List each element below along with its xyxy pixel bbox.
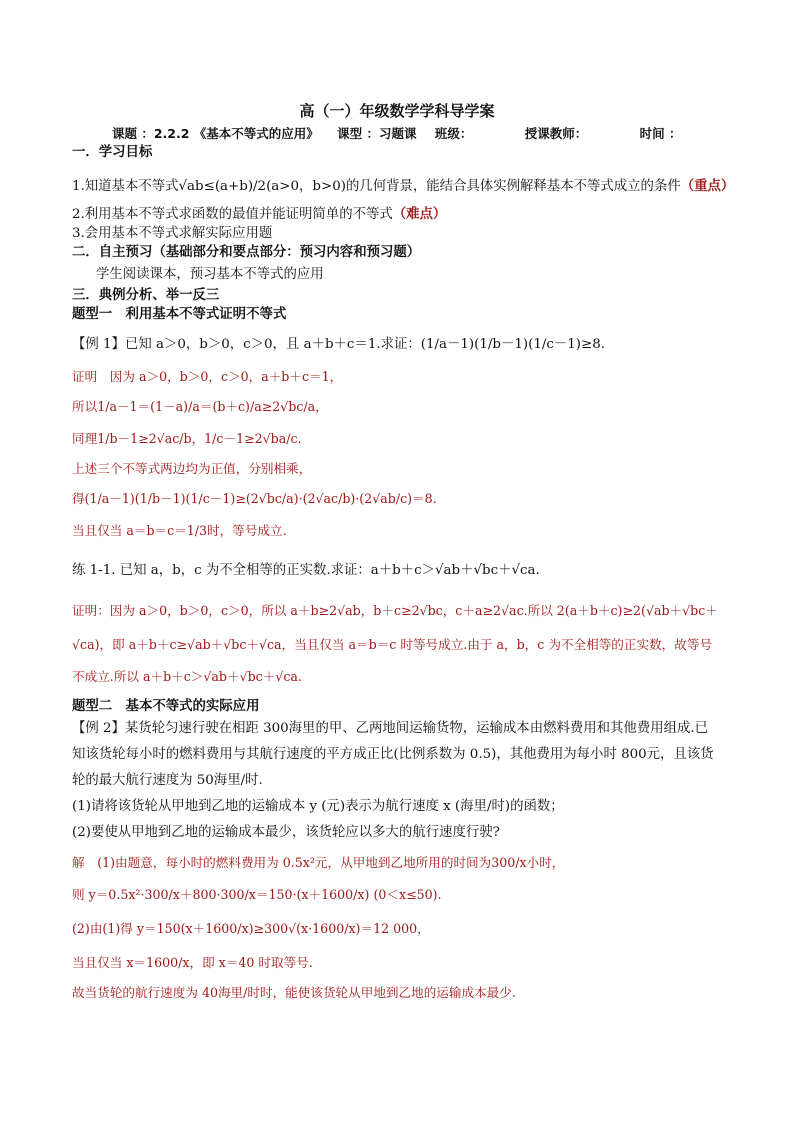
proof1-line-1: 证明 因为 a＞0，b＞0，c＞0，a＋b＋c＝1， bbox=[72, 369, 343, 384]
solution2-line-5: 故当货轮的航行速度为 40海里/时时，能使该货轮从甲地到乙地的运输成本最少. bbox=[72, 985, 516, 1000]
solution2-line-2: 则 y＝0.5x²·300/x＋800·300/x＝150·(x＋1600/x) (0＜x≤50). bbox=[72, 887, 442, 902]
solution2-line-4: 当且仅当 x＝1600/x，即 x＝40 时取等号. bbox=[72, 955, 313, 970]
section-heading-goals: 一．学习目标 bbox=[72, 145, 153, 160]
proof1-line-6: 当且仅当 a＝b＝c＝1/3时，等号成立. bbox=[72, 523, 287, 538]
practice-text: 练 1-1. 已知 a，b，c 为不全相等的正实数.求证：a＋b＋c＞√ab＋√bc＋√ca. bbox=[72, 563, 540, 578]
meta-teacher: 授课教师： bbox=[524, 126, 588, 141]
type1-heading: 题型一 利用基本不等式证明不等式 bbox=[72, 307, 287, 322]
goal-item-1 bbox=[72, 178, 734, 196]
practice-proof-line-1: 证明：因为 a＞0，b＞0，c＞0，所以 a＋b≥2√ab，b＋c≥2√bc，c＋a≥2√ac.所以 2(a＋b＋c)≥2(√ab＋√bc＋ bbox=[72, 603, 718, 618]
meta-class: 班级： bbox=[434, 126, 473, 141]
example1-statement: 【例 1】已知 a＞0，b＞0，c＞0，且 a＋b＋c＝1.求证：(1/a－1)(1/b－1)(1/c－1)≥8. bbox=[72, 337, 605, 352]
section-heading-examples: 三．典例分析、举一反三 bbox=[72, 288, 220, 303]
meta-type: 课型 ：习题课 bbox=[337, 126, 417, 141]
goal-tag-1: （重点） bbox=[680, 179, 735, 194]
goal-item-3: 3.会用基本不等式求解实际应用题 bbox=[72, 226, 273, 241]
preview-body: 学生阅读课本，预习基本不等式的应用 bbox=[96, 267, 324, 282]
meta-time: 时间 ： bbox=[639, 126, 682, 141]
practice-statement bbox=[72, 562, 540, 580]
lesson-meta bbox=[112, 124, 695, 142]
proof1-line-5: 得(1/a－1)(1/b－1)(1/c－1)≥(2√bc/a)·(2√ac/b)·(2√ab/c)＝8. bbox=[72, 491, 437, 506]
example2-line-4: (1)请将该货轮从甲地到乙地的运输成本 y (元)表示为航行速度 x (海里/时)的函数； bbox=[72, 799, 564, 814]
goal-item-2 bbox=[72, 206, 446, 224]
page-title: 高（一）年级数学学科导学案 bbox=[299, 102, 495, 120]
example2-line-1: 【例 2】某货轮匀速行驶在相距 300海里的甲、乙两地间运输货物，运输成本由燃料费用和其他费用组成.已 bbox=[72, 721, 709, 736]
type2-heading: 题型二 基本不等式的实际应用 bbox=[72, 699, 260, 714]
example2-line-2: 知该货轮每小时的燃料费用与其航行速度的平方成正比(比例系数为 0.5)，其他费用为每小时 800元，且该货 bbox=[72, 747, 714, 762]
goal-text-2: 2.利用基本不等式求函数的最值并能证明简单的不等式 bbox=[72, 207, 393, 222]
proof1-line-2: 所以1/a－1＝(1－a)/a＝(b＋c)/a≥2√bc/a， bbox=[72, 399, 328, 414]
solution2-line-1: 解 (1)由题意，每小时的燃料费用为 0.5x²元，从甲地到乙地所用的时间为300/x小时， bbox=[72, 855, 565, 870]
example2-line-5: (2)要使从甲地到乙地的运输成本最少，该货轮应以多大的航行速度行驶? bbox=[72, 825, 500, 840]
proof1-line-4: 上述三个不等式两边均为正值，分别相乘， bbox=[72, 461, 312, 476]
solution2-line-3: (2)由(1)得 y＝150(x＋1600/x)≥300√(x·1600/x)＝12 000， bbox=[72, 921, 430, 936]
example2-line-3: 轮的最大航行速度为 50海里/时. bbox=[72, 773, 263, 788]
section-heading-preview: 二．自主预习（基础部分和要点部分：预习内容和预习题） bbox=[72, 245, 421, 260]
goal-tag-2: （难点） bbox=[392, 207, 447, 222]
goal-text-1: 1.知道基本不等式√ab≤(a+b)/2(a>0，b>0)的几何背景，能结合具体实例解释基本不等式成立的条件 bbox=[72, 179, 681, 194]
practice-proof-line-2: √ca)，即 a＋b＋c≥√ab＋√bc＋√ca，当且仅当 a＝b＝c 时等号成立.由于 a，b，c 为不全相等的正实数，故等号 bbox=[72, 637, 713, 652]
practice-proof-line-3: 不成立.所以 a＋b＋c＞√ab＋√bc＋√ca. bbox=[72, 669, 302, 684]
proof1-line-3: 同理1/b－1≥2√ac/b，1/c－1≥2√ba/c. bbox=[72, 431, 302, 446]
meta-topic: 课题 ：2.2.2 《基本不等式的应用》 bbox=[112, 126, 319, 141]
